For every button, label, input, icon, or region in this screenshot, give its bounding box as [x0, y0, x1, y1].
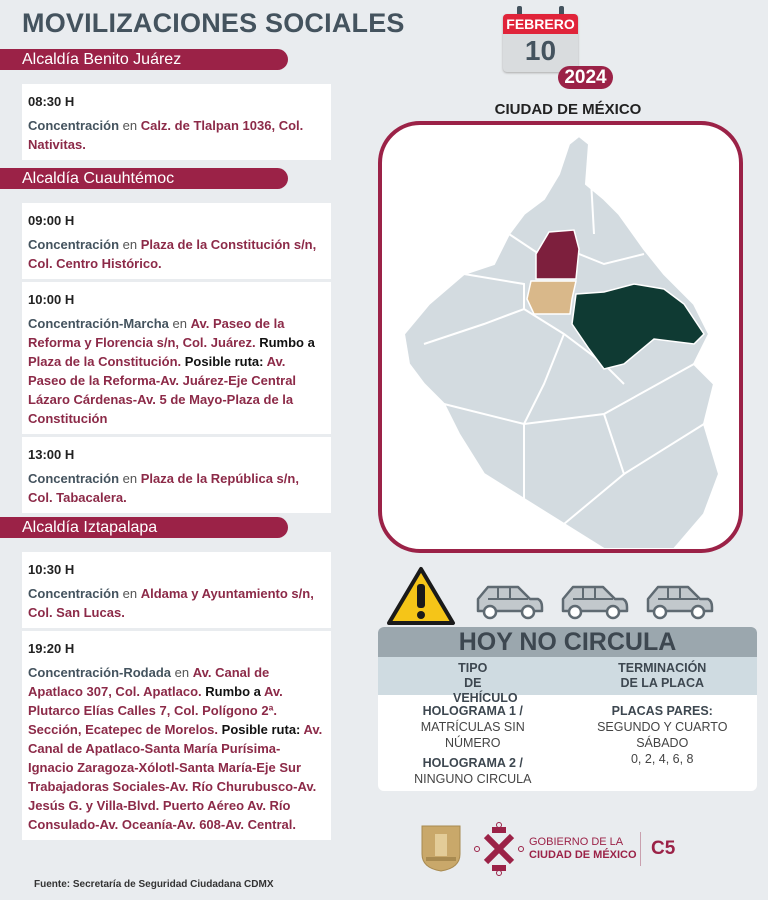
col-plate-ending-header: TERMINACIÓN DE LA PLACA	[618, 661, 707, 690]
highlight-benito-juarez	[527, 281, 576, 314]
event-text-n: en	[119, 471, 141, 486]
event-time: 13:00 H	[28, 447, 75, 462]
event-card	[22, 552, 331, 628]
event-time: 19:20 H	[28, 641, 75, 656]
event-text-loc: Plaza de la Constitución s/n, Col. Centro Histórico.	[28, 237, 317, 271]
event-description	[28, 584, 325, 622]
event-time: 08:30 H	[28, 94, 75, 109]
hoy-no-circula-title: HOY NO CIRCULA	[378, 627, 757, 657]
holograma1-label: HOLOGRAMA 1 /	[422, 704, 523, 718]
c5-logo: C5	[651, 838, 676, 859]
event-text-n: en	[171, 665, 193, 680]
event-text-act: Concentración	[28, 471, 120, 486]
event-text-loc: Av. Paseo de la Reforma-Av. Juárez-Eje Central Lázaro Cárdenas-Av. 5 de Mayo-Plaza de la Constitución	[28, 354, 297, 426]
event-text-k: Posible ruta:	[218, 722, 304, 737]
event-text-loc: Calz. de Tlalpan 1036, Col. Nativitas.	[28, 118, 304, 152]
event-text-act: Concentración	[28, 237, 120, 252]
placas-label: PLACAS PARES:	[611, 704, 713, 718]
section-header: Alcaldía Cuauhtémoc	[0, 168, 288, 189]
event-text-loc: Av. Canal de Apatlaco-Santa María Purísima-Ignacio Zaragoza-Xólotl-Santa María-Eje Sur Trabajadoras Sociales-Av. Río Churubusco-Av. Jesús G. y Villa-Blvd. Puerto Aéreo Av. Río Consulado-Av. Oceanía-Av. 608-Av. Central.	[28, 722, 323, 832]
calendar-icon	[503, 14, 578, 72]
gov-line1: GOBIERNO DE LA	[529, 836, 624, 848]
event-text-n: en	[119, 237, 141, 252]
gov-line2: CIUDAD DE MÉXICO	[529, 849, 637, 861]
calendar-year: 2024	[558, 66, 613, 89]
event-text-act: Concentración	[28, 118, 120, 133]
logo-divider	[640, 832, 641, 866]
event-text-loc: Av. Canal de Apatlaco 307, Col. Apatlaco.	[28, 665, 270, 699]
event-description	[28, 235, 325, 273]
holograma2-text: NINGUNO CIRCULA	[414, 772, 532, 786]
event-card	[22, 631, 331, 840]
event-description	[28, 116, 325, 154]
map-svg	[382, 125, 739, 549]
event-description	[28, 469, 325, 507]
event-time: 09:00 H	[28, 213, 75, 228]
car-icon	[559, 583, 629, 621]
event-time: 10:30 H	[28, 562, 75, 577]
event-text-act: Concentración	[28, 586, 120, 601]
section-header: Alcaldía Iztapalapa	[0, 517, 288, 538]
holograma1-text: MATRÍCULAS SIN NÚMERO	[420, 720, 525, 750]
placas-digits: 0, 2, 4, 6, 8	[630, 752, 694, 766]
map-title: CIUDAD DE MÉXICO	[494, 101, 642, 118]
event-text-n: en	[119, 586, 141, 601]
cdmx-government-logo	[474, 822, 524, 876]
cdmx-map	[378, 121, 743, 553]
hoy-no-circula-panel	[378, 627, 757, 791]
event-description	[28, 314, 325, 428]
event-description	[28, 663, 325, 834]
col-vehicle-type-header: TIPO DE VEHÍCULO	[453, 661, 518, 705]
event-text-k: Posible ruta:	[181, 354, 267, 369]
event-card	[22, 282, 331, 434]
event-time: 10:00 H	[28, 292, 75, 307]
calendar-month: FEBRERO	[503, 14, 578, 34]
event-card	[22, 84, 331, 160]
placas-text: SEGUNDO Y CUARTO SÁBADO	[597, 720, 728, 750]
source-note: Fuente: Secretaría de Seguridad Ciudadana CDMX	[34, 879, 274, 890]
event-text-loc: Plaza de la República s/n, Col. Tabacalera.	[28, 471, 299, 505]
event-card	[22, 437, 331, 513]
event-text-loc: Av. Paseo de la Reforma y Florencia s/n, Col. Juárez.	[28, 316, 285, 350]
event-card	[22, 203, 331, 279]
event-text-loc: Aldama y Ayuntamiento s/n, Col. San Lucas.	[28, 586, 314, 620]
event-text-loc: Av. Plutarco Elías Calles 7, Col. Polígono 2ª. Sección, Ecatepec de Morelos.	[28, 684, 283, 737]
event-text-n: en	[168, 316, 191, 331]
car-icon	[474, 583, 544, 621]
event-text-k: Rumbo a	[201, 684, 264, 699]
page-title: MOVILIZACIONES SOCIALES	[22, 8, 405, 38]
event-text-loc: Plaza de la Constitución.	[28, 354, 182, 369]
event-text-act: Concentración-Marcha	[28, 316, 169, 331]
warning-icon	[386, 566, 456, 626]
section-header: Alcaldía Benito Juárez	[0, 49, 288, 70]
event-text-n: en	[119, 118, 141, 133]
event-text-k: Rumbo a	[255, 335, 315, 350]
cdmx-coat-of-arms-logo	[420, 824, 462, 872]
event-text-act: Concentración-Rodada	[28, 665, 172, 680]
car-icon	[644, 583, 714, 621]
calendar-day: 10	[524, 35, 557, 66]
holograma2-label: HOLOGRAMA 2 /	[422, 756, 523, 770]
